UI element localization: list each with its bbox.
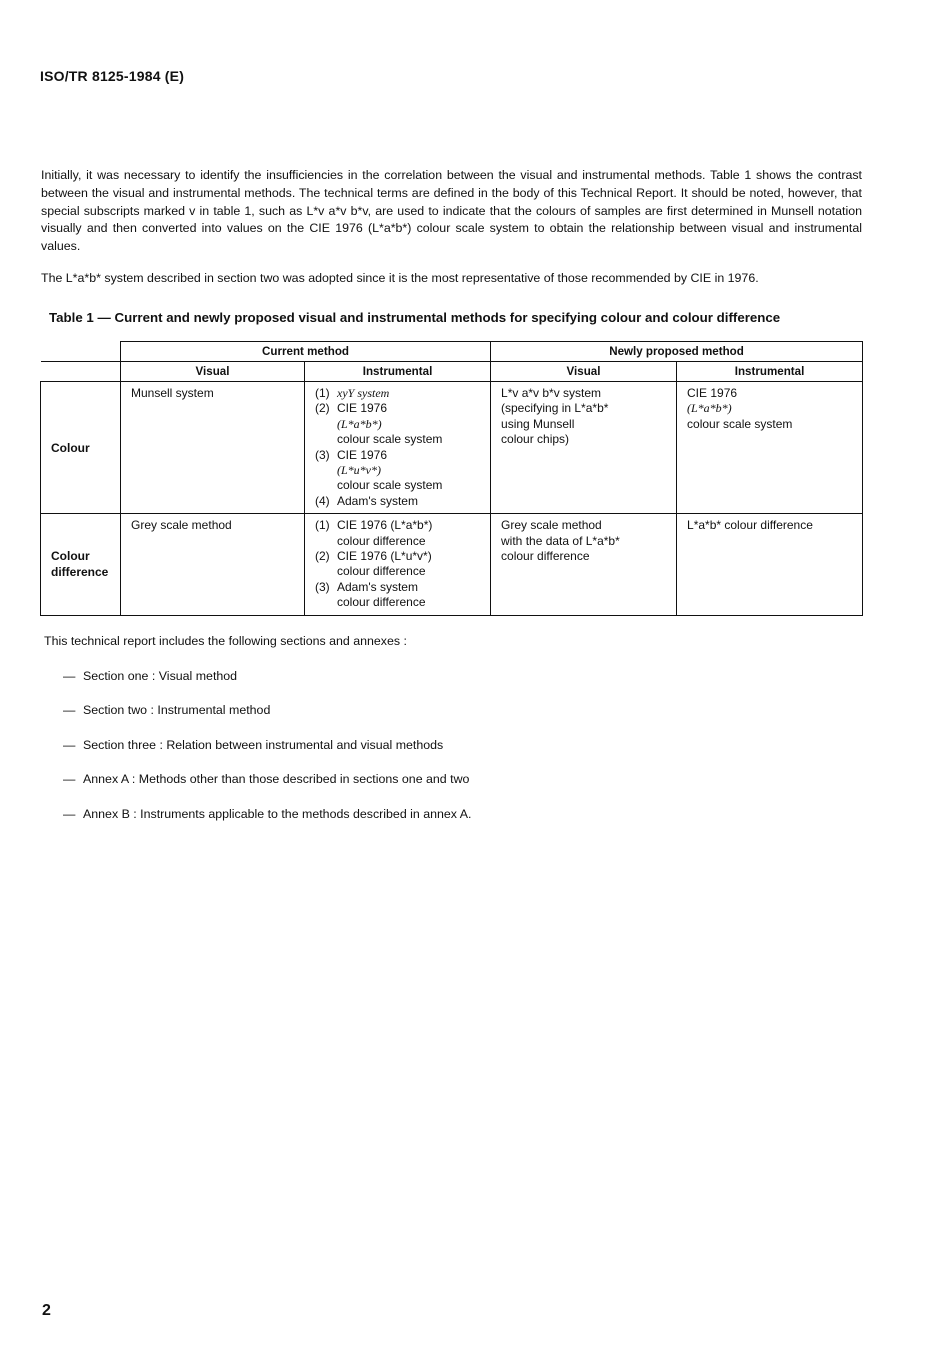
colour-current-instrumental-cell	[305, 382, 491, 514]
list-item: (2) CIE 1976	[315, 401, 388, 416]
dash-mark: —	[63, 737, 76, 752]
section-item-label: Section three : Relation between instrumental and visual methods	[83, 737, 444, 752]
list-item	[63, 807, 471, 841]
list-item: (1) xyY system	[315, 386, 390, 400]
colour-proposed-visual: L*v a*v b*v system (specifying in L*a*b* using Munsell colour chips)	[501, 386, 609, 447]
dash-mark: —	[63, 703, 76, 718]
sections-intro: This technical report includes the following sections and annexes :	[44, 634, 407, 648]
difference-current-instrumental-list	[315, 518, 484, 614]
list-item-continuation: colour difference	[337, 564, 426, 579]
document-header: ISO/TR 8125-1984 (E)	[40, 68, 185, 84]
difference-proposed-instrumental-cell	[677, 514, 863, 615]
section-item-label: Section two : Instrumental method	[83, 703, 271, 718]
list-item	[63, 738, 471, 772]
list-item: (1) CIE 1976 (L*a*b*)	[315, 518, 433, 533]
colour-proposed-instrumental: CIE 1976 (L*a*b*) colour scale system	[687, 386, 793, 431]
colour-current-visual-cell	[121, 382, 305, 514]
list-item-continuation: (L*u*v*)	[337, 463, 381, 478]
difference-proposed-visual: Grey scale method with the data of L*a*b* colour difference	[501, 518, 620, 564]
list-item-continuation: colour scale system	[337, 478, 443, 493]
table-row-colour	[41, 382, 863, 514]
proposed-method-header: Newly proposed method	[491, 342, 863, 362]
list-item	[63, 669, 471, 703]
list-item	[63, 703, 471, 737]
col-current-instrumental: Instrumental	[305, 362, 491, 382]
colour-current-visual: Munsell system	[131, 386, 214, 400]
list-item	[63, 772, 471, 806]
list-item-continuation: colour difference	[337, 533, 426, 548]
table-corner-lower	[41, 362, 121, 382]
list-item: (3) Adam's system	[315, 579, 418, 594]
table-row-colour-difference	[41, 514, 863, 615]
dash-mark: —	[63, 806, 76, 821]
section-item-label: Section one : Visual method	[83, 669, 238, 683]
system-paragraph: The L*a*b* system described in section two was adopted since it is the most representative of those recommended by CIE in 1976.	[41, 271, 759, 286]
section-item-label: Annex A : Methods other than those described in sections one and two	[83, 772, 470, 787]
difference-current-instrumental-cell	[305, 514, 491, 615]
dash-mark: —	[63, 772, 76, 787]
page-number: 2	[42, 1302, 51, 1319]
row-label-colour: Colour	[41, 382, 121, 514]
row-label-colour-difference: Colour difference	[41, 514, 121, 615]
methods-table	[40, 341, 863, 616]
list-item-continuation: colour scale system	[337, 432, 443, 447]
list-item: (2) CIE 1976 (L*u*v*)	[315, 549, 432, 564]
list-item: (3) CIE 1976	[315, 447, 388, 462]
list-item: (4) Adam's system	[315, 493, 418, 508]
colour-current-instrumental-list	[315, 386, 484, 513]
colour-proposed-visual-cell	[491, 382, 677, 514]
intro-paragraph: Initially, it was necessary to identify the insufficiencies in the correlation between the visual and instrumental methods. Table 1 shows the contrast between the visual and instrumental methods. The technical terms are defined in the body of this Technical Report. It should be noted, however, that special subscripts marked v in table 1, such as L*v a*v b*v, are used to indicate that the colours of samples are first determined in Munsell notation visually and then converted into values on the CIE 1976 (L*a*b*) colour scale system to obtain the relationship between visual and instrumental values.	[41, 168, 862, 253]
col-proposed-instrumental: Instrumental	[677, 362, 863, 382]
difference-current-visual-cell	[121, 514, 305, 615]
difference-current-visual: Grey scale method	[131, 518, 232, 533]
list-item-continuation: colour difference	[337, 595, 426, 610]
dash-mark: —	[63, 669, 76, 683]
col-proposed-visual: Visual	[491, 362, 677, 382]
sections-list	[63, 669, 471, 841]
table-corner	[41, 342, 121, 362]
colour-proposed-instrumental-cell	[677, 382, 863, 514]
col-current-visual: Visual	[121, 362, 305, 382]
difference-proposed-visual-cell	[491, 514, 677, 615]
section-item-label: Annex B : Instruments applicable to the methods described in annex A.	[83, 806, 472, 821]
list-item-continuation: (L*a*b*)	[337, 416, 382, 431]
difference-proposed-instrumental: L*a*b* colour difference	[687, 518, 813, 533]
table-caption: Table 1 — Current and newly proposed visual and instrumental methods for specifying colour and colour difference	[49, 310, 781, 325]
current-method-header: Current method	[121, 342, 491, 362]
